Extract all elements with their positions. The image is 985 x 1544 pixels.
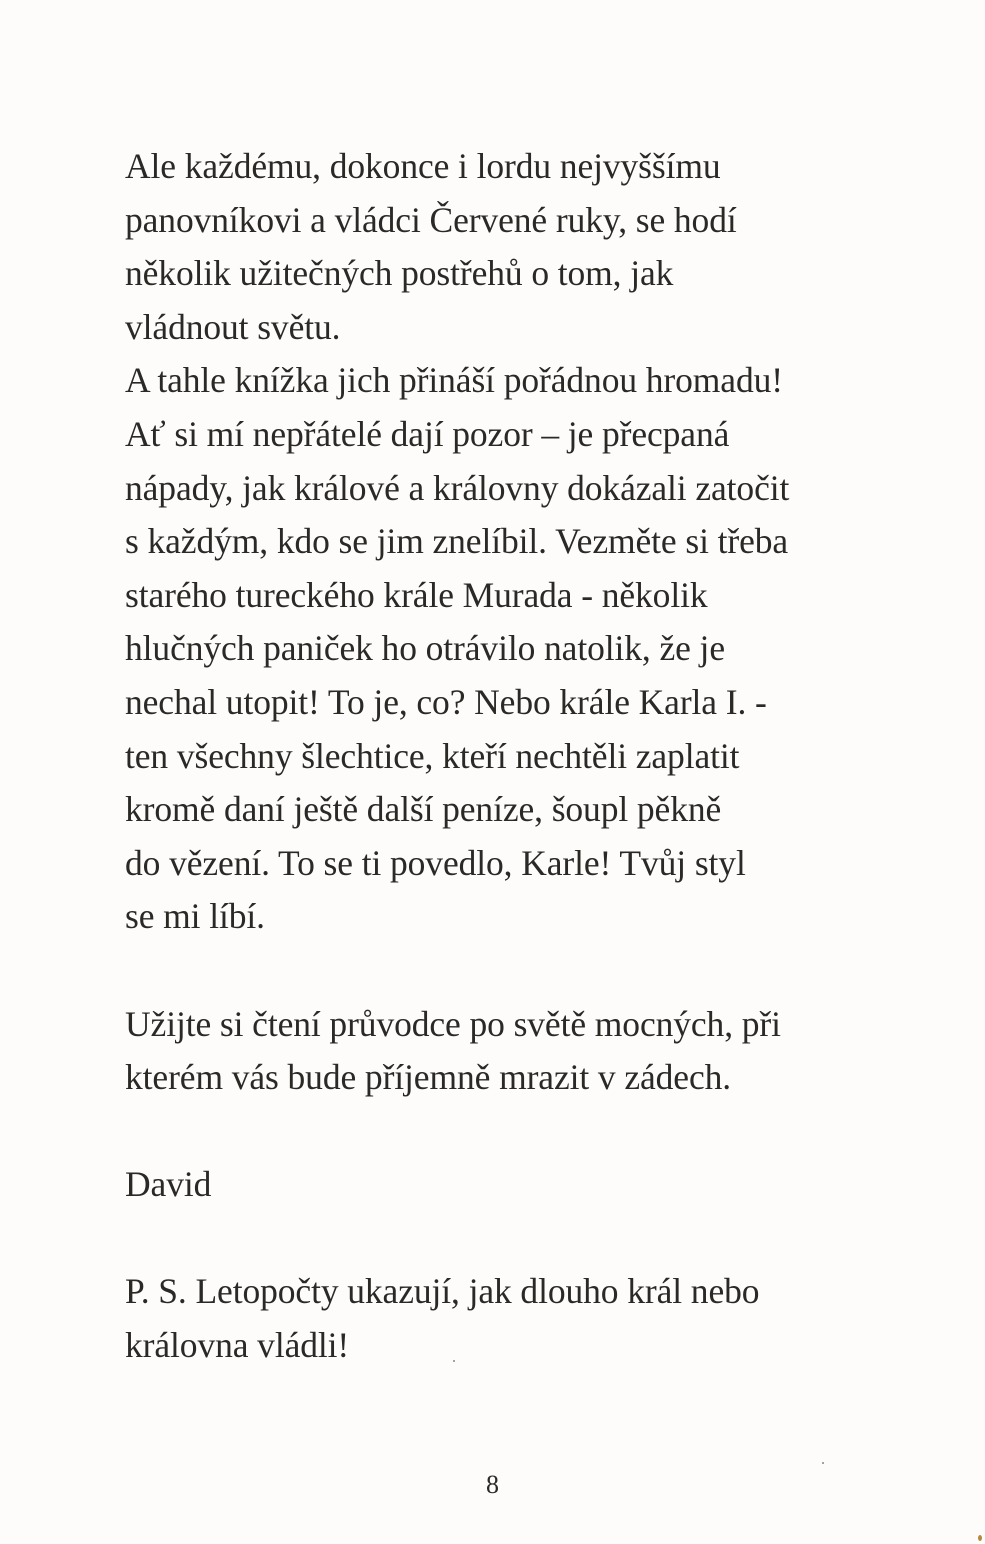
paragraph-gap (125, 1212, 865, 1266)
postscript (125, 1265, 865, 1372)
text-line: hlučných paniček ho otrávilo natolik, že je (125, 628, 725, 669)
text-line: P. S. Letopočty ukazují, jak dlouho král nebo (125, 1271, 760, 1312)
text-line: kterém vás bude příjemně mrazit v zádech. (125, 1057, 732, 1098)
text-line: královna vládli! (125, 1325, 350, 1366)
body-text (125, 140, 865, 1373)
paper-speck (453, 1360, 455, 1362)
paragraph-main (125, 354, 865, 944)
text-line: nechal utopit! To je, co? Nebo krále Karla I. - (125, 681, 767, 722)
text-line: vládnout světu. (125, 306, 341, 347)
text-line: A tahle knížka jich přináší pořádnou hromadu! (125, 360, 783, 401)
paragraph-intro (125, 140, 865, 354)
text-line: do vězení. To se ti povedlo, Karle! Tvůj styl (125, 842, 746, 883)
text-line: Užijte si čtení průvodce po světě mocných, při (125, 1003, 781, 1044)
text-line: několik užitečných postřehů o tom, jak (125, 253, 674, 294)
text-line: kromě daní ještě další peníze, šoupl pěkně (125, 789, 722, 830)
signature: David (125, 1164, 212, 1205)
paragraph-gap (125, 1105, 865, 1159)
text-line: s každým, kdo se jim znelíbil. Vezměte si třeba (125, 521, 789, 562)
text-line: ten všechny šlechtice, kteří nechtěli zaplatit (125, 735, 740, 776)
paper-speck (978, 1535, 982, 1541)
text-line: panovníkovi a vládci Červené ruky, se hodí (125, 199, 737, 240)
text-line: Ať si mí nepřátelé dají pozor – je přecpaná (125, 413, 730, 454)
paper-speck (822, 1462, 824, 1464)
page-number: 8 (486, 1470, 499, 1499)
text-line: Ale každému, dokonce i lordu nejvyššímu (125, 146, 721, 186)
text-line: se mi líbí. (125, 896, 265, 937)
paragraph-gap (125, 944, 865, 998)
text-line: nápady, jak králové a královny dokázali zatočit (125, 467, 790, 508)
text-line: starého tureckého krále Murada - několik (125, 574, 708, 615)
paragraph-enjoy (125, 998, 865, 1105)
